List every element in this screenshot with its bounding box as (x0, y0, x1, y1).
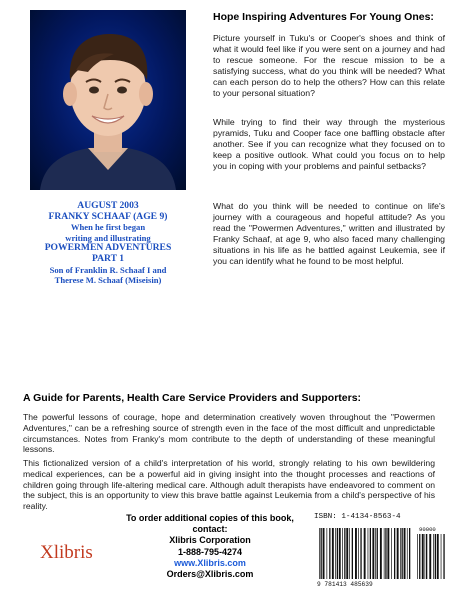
barcode-bar (419, 534, 420, 579)
barcode-bar (441, 534, 442, 579)
barcode-bar (400, 528, 401, 579)
barcode-bar (329, 528, 330, 579)
paragraph: While trying to find their way through the mysterious pyramids, Tuku and Cooper face one baffling obstacle after another. See if you can recognize what they focused on to keep a positive outlook. What could you focus on to help you in coping with your problems and painful setbacks? (213, 117, 445, 171)
barcode-bar (352, 528, 353, 579)
barcode-bar (397, 528, 399, 579)
barcode-bar (407, 528, 408, 579)
xlibris-logo (40, 540, 118, 567)
logo-text: Xlibris (40, 542, 93, 562)
paragraph: What do you think will be needed to continue on life's journey with a courageous and hopeful attitude? As you read the "Powermen Adventures," written and illustrated by Franky Schaaf, at age 9, who also faced many challenging situations in his life as he battled against Leukemia, see if you can identify what he found to be most helpful. (213, 201, 445, 266)
barcode-bar (323, 528, 325, 579)
section-heading-young-ones: Hope Inspiring Adventures For Young Ones: (213, 11, 434, 23)
paragraph: The powerful lessons of courage, hope and determination creatively woven throughout the "Powermen Adventures," can be a refreshing source of strength even in the face of the most difficult and unpredictable circumstances. Notes from Franky's mom contribute to the depth of understanding of these meaningful lessons. (23, 412, 435, 455)
barcode-bar (437, 534, 439, 579)
boy-portrait-illustration (30, 10, 186, 190)
paragraph: This fictionalized version of a child's interpretation of his world, strongly relating to his own bewildering medical experiences, can be a powerful aid in giving insight into the thought processes and reactions of children going through life-altering medical care. Although adult therapists have endeavored to comment on the subject, this is an opportunity to view this brave battle against Leukemia from a child's perspective of his reality. (23, 458, 435, 512)
barcode-bar (384, 528, 385, 579)
ean-digits: 9 781413 485639 (317, 581, 373, 588)
isbn-number: 1-4134-8563-4 (341, 513, 401, 521)
order-line: contact: (192, 524, 228, 535)
barcode-bar (443, 534, 444, 579)
barcode-bar (368, 528, 369, 579)
section-heading-guide: A Guide for Parents, Health Care Service Providers and Supporters: (23, 392, 362, 404)
caption-line: PART 1 (91, 252, 125, 264)
barcode-bar (409, 528, 410, 579)
barcode-bar (380, 528, 382, 579)
barcode-bar (426, 534, 427, 579)
order-info (100, 513, 320, 580)
isbn-label (314, 513, 446, 521)
xlibris-logo-mark (40, 540, 118, 562)
order-website-link[interactable]: www.Xlibris.com (174, 557, 246, 568)
order-line: To order additional copies of this book, (126, 513, 294, 523)
caption-line: Son of Franklin R. Schaaf I and (49, 264, 167, 275)
barcode-bar (339, 528, 341, 579)
barcode-bar (342, 528, 343, 579)
barcode-bar (370, 528, 371, 579)
caption-line: Therese M. Schaaf (Miseisin) (54, 275, 162, 286)
barcode-bar (344, 528, 345, 579)
barcode-bar (346, 528, 348, 579)
barcode-bar (387, 528, 389, 579)
barcode-bar (422, 534, 424, 579)
barcode-bar (355, 528, 357, 579)
barcode-bar (335, 528, 336, 579)
barcode-bar (372, 528, 374, 579)
caption-line: FRANKY SCHAAF (AGE 9) (48, 210, 168, 222)
barcode-bar (402, 528, 403, 579)
barcode-bar (337, 528, 338, 579)
barcode-graphic (313, 524, 449, 588)
barcode-bar (319, 528, 320, 579)
caption-line: POWERMEN ADVENTURES (44, 242, 172, 254)
barcode-bar (429, 534, 431, 579)
order-email[interactable]: Orders@Xlibris.com (166, 569, 254, 580)
barcode-bar (364, 528, 366, 579)
barcode-bar (332, 528, 334, 579)
barcode-bar (349, 528, 350, 579)
barcode-bar (394, 528, 395, 579)
barcode-bar (433, 534, 434, 579)
caption-line: writing and illustrating (65, 232, 151, 243)
barcode-bar (375, 528, 376, 579)
barcode-bar (358, 528, 359, 579)
caption-line: When he first began (70, 222, 146, 233)
price-code: 90000 (419, 526, 436, 533)
barcode-bar (404, 528, 406, 579)
barcode-bar (321, 528, 322, 579)
photo-caption (10, 201, 206, 286)
barcode-bar (377, 528, 378, 579)
paragraph: Picture yourself in Tuku's or Cooper's shoes and think of what it would feel like if you were sent on a journey and had to rescue someone. For the rescue mission to be a satisfying success, what do you think will be needed? What can each person do to help the others? How can this relate to your personal situation? (213, 33, 445, 98)
barcode-bar (425, 534, 426, 579)
order-company: Xlibris Corporation (169, 535, 251, 546)
barcode-bar (391, 528, 392, 579)
caption-line: AUGUST 2003 (77, 200, 139, 211)
barcode (313, 524, 449, 588)
barcode-bar (360, 528, 361, 579)
isbn-prefix: ISBN: (314, 513, 337, 521)
barcode-bar (435, 534, 436, 579)
barcode-bar (417, 534, 418, 579)
order-phone: 1-888-795-4274 (177, 546, 243, 557)
barcode-bar (385, 528, 386, 579)
barcode-bar (327, 528, 328, 579)
boy-portrait-photo (30, 10, 186, 190)
